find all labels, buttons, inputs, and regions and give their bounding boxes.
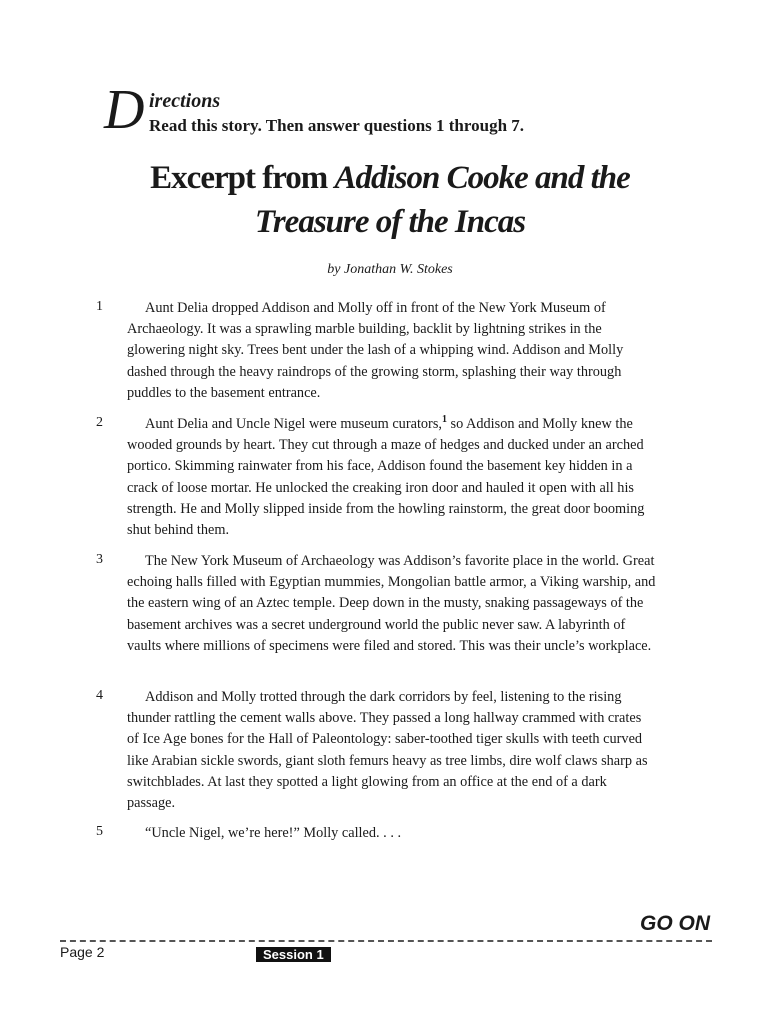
- byline: by Jonathan W. Stokes: [327, 262, 453, 277]
- paragraph-number: 4: [96, 688, 103, 703]
- directions-block: [104, 79, 664, 141]
- title-plain: Excerpt from: [150, 160, 335, 196]
- paragraph-text: “Uncle Nigel, we’re here!” Molly called. . . .: [145, 825, 402, 841]
- directions-heading: irections: [149, 90, 221, 112]
- paragraph-5: [96, 823, 656, 844]
- paragraph-number: 5: [96, 824, 103, 839]
- paragraph-text: The New York Museum of Archaeology was Addison’s favorite place in the world. Great echoing halls filled with Egyptian mummies, Mongolian battle armor, a Viking warship, and the eastern wing of an Aztec temple. Deep down in the musty, snaking passageways of the basement archives was a secret underground world the public never saw. A labyrinth of vaults where millions of specimens were filed and stored. This was their uncle’s workplace.: [127, 553, 656, 654]
- story-title: [90, 156, 690, 244]
- paragraph-text: Addison and Molly trotted through the dark corridors by feel, listening to the rising thunder rattling the cement walls above. They passed a long hallway crammed with crates of Ice Age bones for the Hall of Paleontology: saber-toothed tiger skulls with teeth curved like Arabian sickle swords, giant sloth femurs heavy as tree limbs, dire wolf claws sharp as switchblades. At last they spotted a light glowing from an office at the end of a dark passage.: [127, 689, 648, 812]
- paragraph-2: [96, 414, 656, 541]
- paragraph-number: 2: [96, 415, 103, 430]
- footnote-marker: 1: [441, 414, 447, 426]
- paragraph-text: Aunt Delia dropped Addison and Molly off in front of the New York Museum of Archaeology. It was a sprawling marble building, backlit by lightning strikes in the glowering night sky. Trees bent under the lash of a whipping wind. Addison and Molly dashed through the heavy raindrops of the growing storm, splashing their way through puddles to the basement entrance.: [127, 300, 624, 401]
- go-on-label: GO ON: [639, 912, 710, 935]
- paragraph-1: [96, 298, 656, 404]
- title-italic-line2: Treasure of the Incas: [254, 204, 526, 240]
- paragraph-number: 3: [96, 552, 103, 567]
- paragraph-number: 1: [96, 299, 103, 314]
- paragraph-4: [96, 687, 656, 814]
- paragraph-3: [96, 551, 656, 657]
- paragraph-text-part: so Addison and Molly knew the wooded grounds by heart. They cut through a maze of hedges and ducked under an arched portico. Skimming rainwater from his face, Addison found the basement key hidden in a crack of loose mortar. He unlocked the creaking iron door and hauled it open with all his strength. He and Molly slipped inside from the howling rainstorm, the great door booming shut behind them.: [127, 416, 645, 539]
- page-number: Page 2: [60, 944, 105, 960]
- session-badge: Session 1: [256, 947, 331, 962]
- title-italic-line1: Addison Cooke and the: [334, 160, 630, 196]
- paragraph-text: [127, 414, 656, 541]
- directions-text: Read this story. Then answer questions 1 through 7.: [149, 116, 525, 135]
- paragraph-text-part: Aunt Delia and Uncle Nigel were museum curators,: [145, 416, 442, 432]
- footer-divider: [60, 940, 712, 942]
- directions-drop-cap: D: [104, 79, 145, 141]
